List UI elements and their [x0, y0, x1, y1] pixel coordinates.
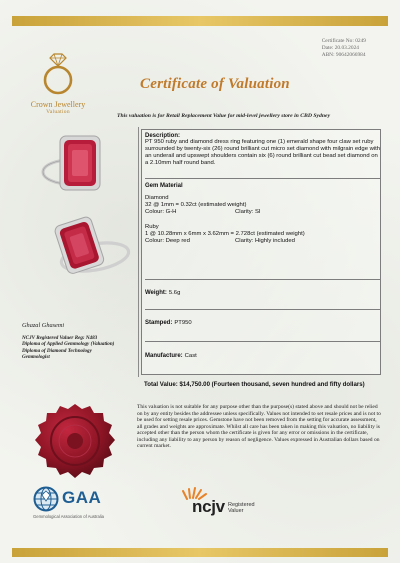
- stamped-section: [145, 309, 381, 341]
- total-value-label: Total Value:: [144, 381, 178, 388]
- ruby-grades: [145, 238, 381, 245]
- description-text: PT 950 ruby and diamond dress ring featuring one (1) emerald shape four claw set ruby surrounded by twenty-six (26) round brilliant cut micro set diamond with milgrain edge with an underail and upswept shoulders contain six (6) round brilliant cut bead set diamond on a 2.10mm half round band.: [145, 139, 381, 167]
- ncjv-wordmark: ncjv: [192, 497, 225, 516]
- ring-logo-icon: [38, 52, 78, 96]
- document-title: Certificate of Valuation: [140, 76, 290, 92]
- signatory-line: Gemmologist: [22, 353, 50, 360]
- stamped-value: PT950: [174, 320, 192, 326]
- ncjv-registered-valuer: [228, 502, 255, 514]
- brand-logo: [22, 52, 94, 115]
- ruby-colour: Colour: Deep red: [145, 238, 190, 245]
- valuation-details-panel: [141, 129, 381, 375]
- certificate-date: Date: 20.03.2024: [321, 45, 359, 51]
- ncjv-logo: [180, 486, 300, 526]
- total-value: [144, 381, 380, 388]
- certificate-number: Certificate No: 0249: [321, 38, 366, 44]
- ncjv-valuer: Valuer: [228, 508, 244, 514]
- ruby-ring-photo: [40, 132, 135, 302]
- total-value-amount: $14,750.00 (Fourteen thousand, seven hundred and fifty dollars): [179, 381, 365, 388]
- description-label: Description:: [145, 133, 181, 139]
- disclaimer-text: This valuation is not suitable for any purpose other than the purpose(s) stated above and should not be relied on by any entity besides the addressee unless specifically. Values not intended to set resale prices and is not to be used for setting resale prices. Gemstone have not been removed from the setting for accurate assessment, all grades and weights are approximate. Whilst all care has been taken in making this valuation, no liability is accepted other than the person whom the certificate is given for any error or omissions in the certificate, including any liability to any person by reason of negligence. Values expressed in Australian dollars based on current market.: [137, 404, 381, 450]
- wax-seal-icon: [30, 402, 120, 484]
- signatory-block: [22, 322, 132, 360]
- signatory-line: NCJV Registered Valuer Reg: N483: [22, 335, 98, 341]
- bottom-gold-border: [12, 548, 388, 557]
- vertical-divider: [138, 127, 139, 377]
- signatory-name: Ghazal Ghasemi: [22, 322, 65, 329]
- gem-material-section: [145, 178, 381, 246]
- ruby-weight: 1 @ 10.28mm x 6mm x 3.62mm = 2.728ct (estimated weight): [145, 231, 305, 238]
- manufacture-value: Cast: [184, 353, 197, 359]
- weight-section: [145, 279, 381, 309]
- weight-value: 5.6g: [168, 290, 181, 296]
- certificate-meta: [322, 38, 366, 59]
- manufacture-label: Manufacture:: [145, 353, 183, 359]
- ncjv-registered: Registered: [228, 502, 255, 508]
- gaa-globe-icon: [33, 486, 59, 512]
- signatory-line: Diploma of Diamond Technology: [22, 347, 92, 354]
- diamond-title: Diamond: [145, 195, 169, 201]
- diamond-colour: Colour: G-H: [145, 209, 177, 216]
- weight-label: Weight:: [145, 290, 167, 296]
- diamond-grades: [145, 209, 381, 216]
- valuation-purpose: This valuation is for Retail Replacement Value for mid-level jewellery store in CBD Sydney: [117, 113, 331, 119]
- signatory-line: Diploma of Applied Gemmology (Valuation): [22, 341, 115, 348]
- ruby-clarity: Clarity: Highly included: [235, 238, 295, 245]
- manufacture-section: [145, 341, 381, 375]
- gaa-abbreviation: GAA: [62, 488, 102, 507]
- gaa-full-name: Gemmological Association of Australia: [33, 514, 104, 519]
- brand-sub: Valuation: [46, 109, 70, 115]
- diamond-weight: 32 @ 1mm = 0.32ct (estimated weight): [145, 202, 247, 209]
- ruby-title: Ruby: [145, 224, 159, 231]
- brand-name: Crown Jewellery: [30, 100, 86, 109]
- description-section: [145, 133, 381, 167]
- top-gold-border: [12, 16, 388, 26]
- certificate-abn: ABN: 90642066984: [321, 52, 366, 58]
- gem-material-label: Gem Material: [145, 183, 183, 189]
- stamped-label: Stamped:: [145, 320, 173, 326]
- diamond-clarity: Clarity: SI: [235, 209, 261, 216]
